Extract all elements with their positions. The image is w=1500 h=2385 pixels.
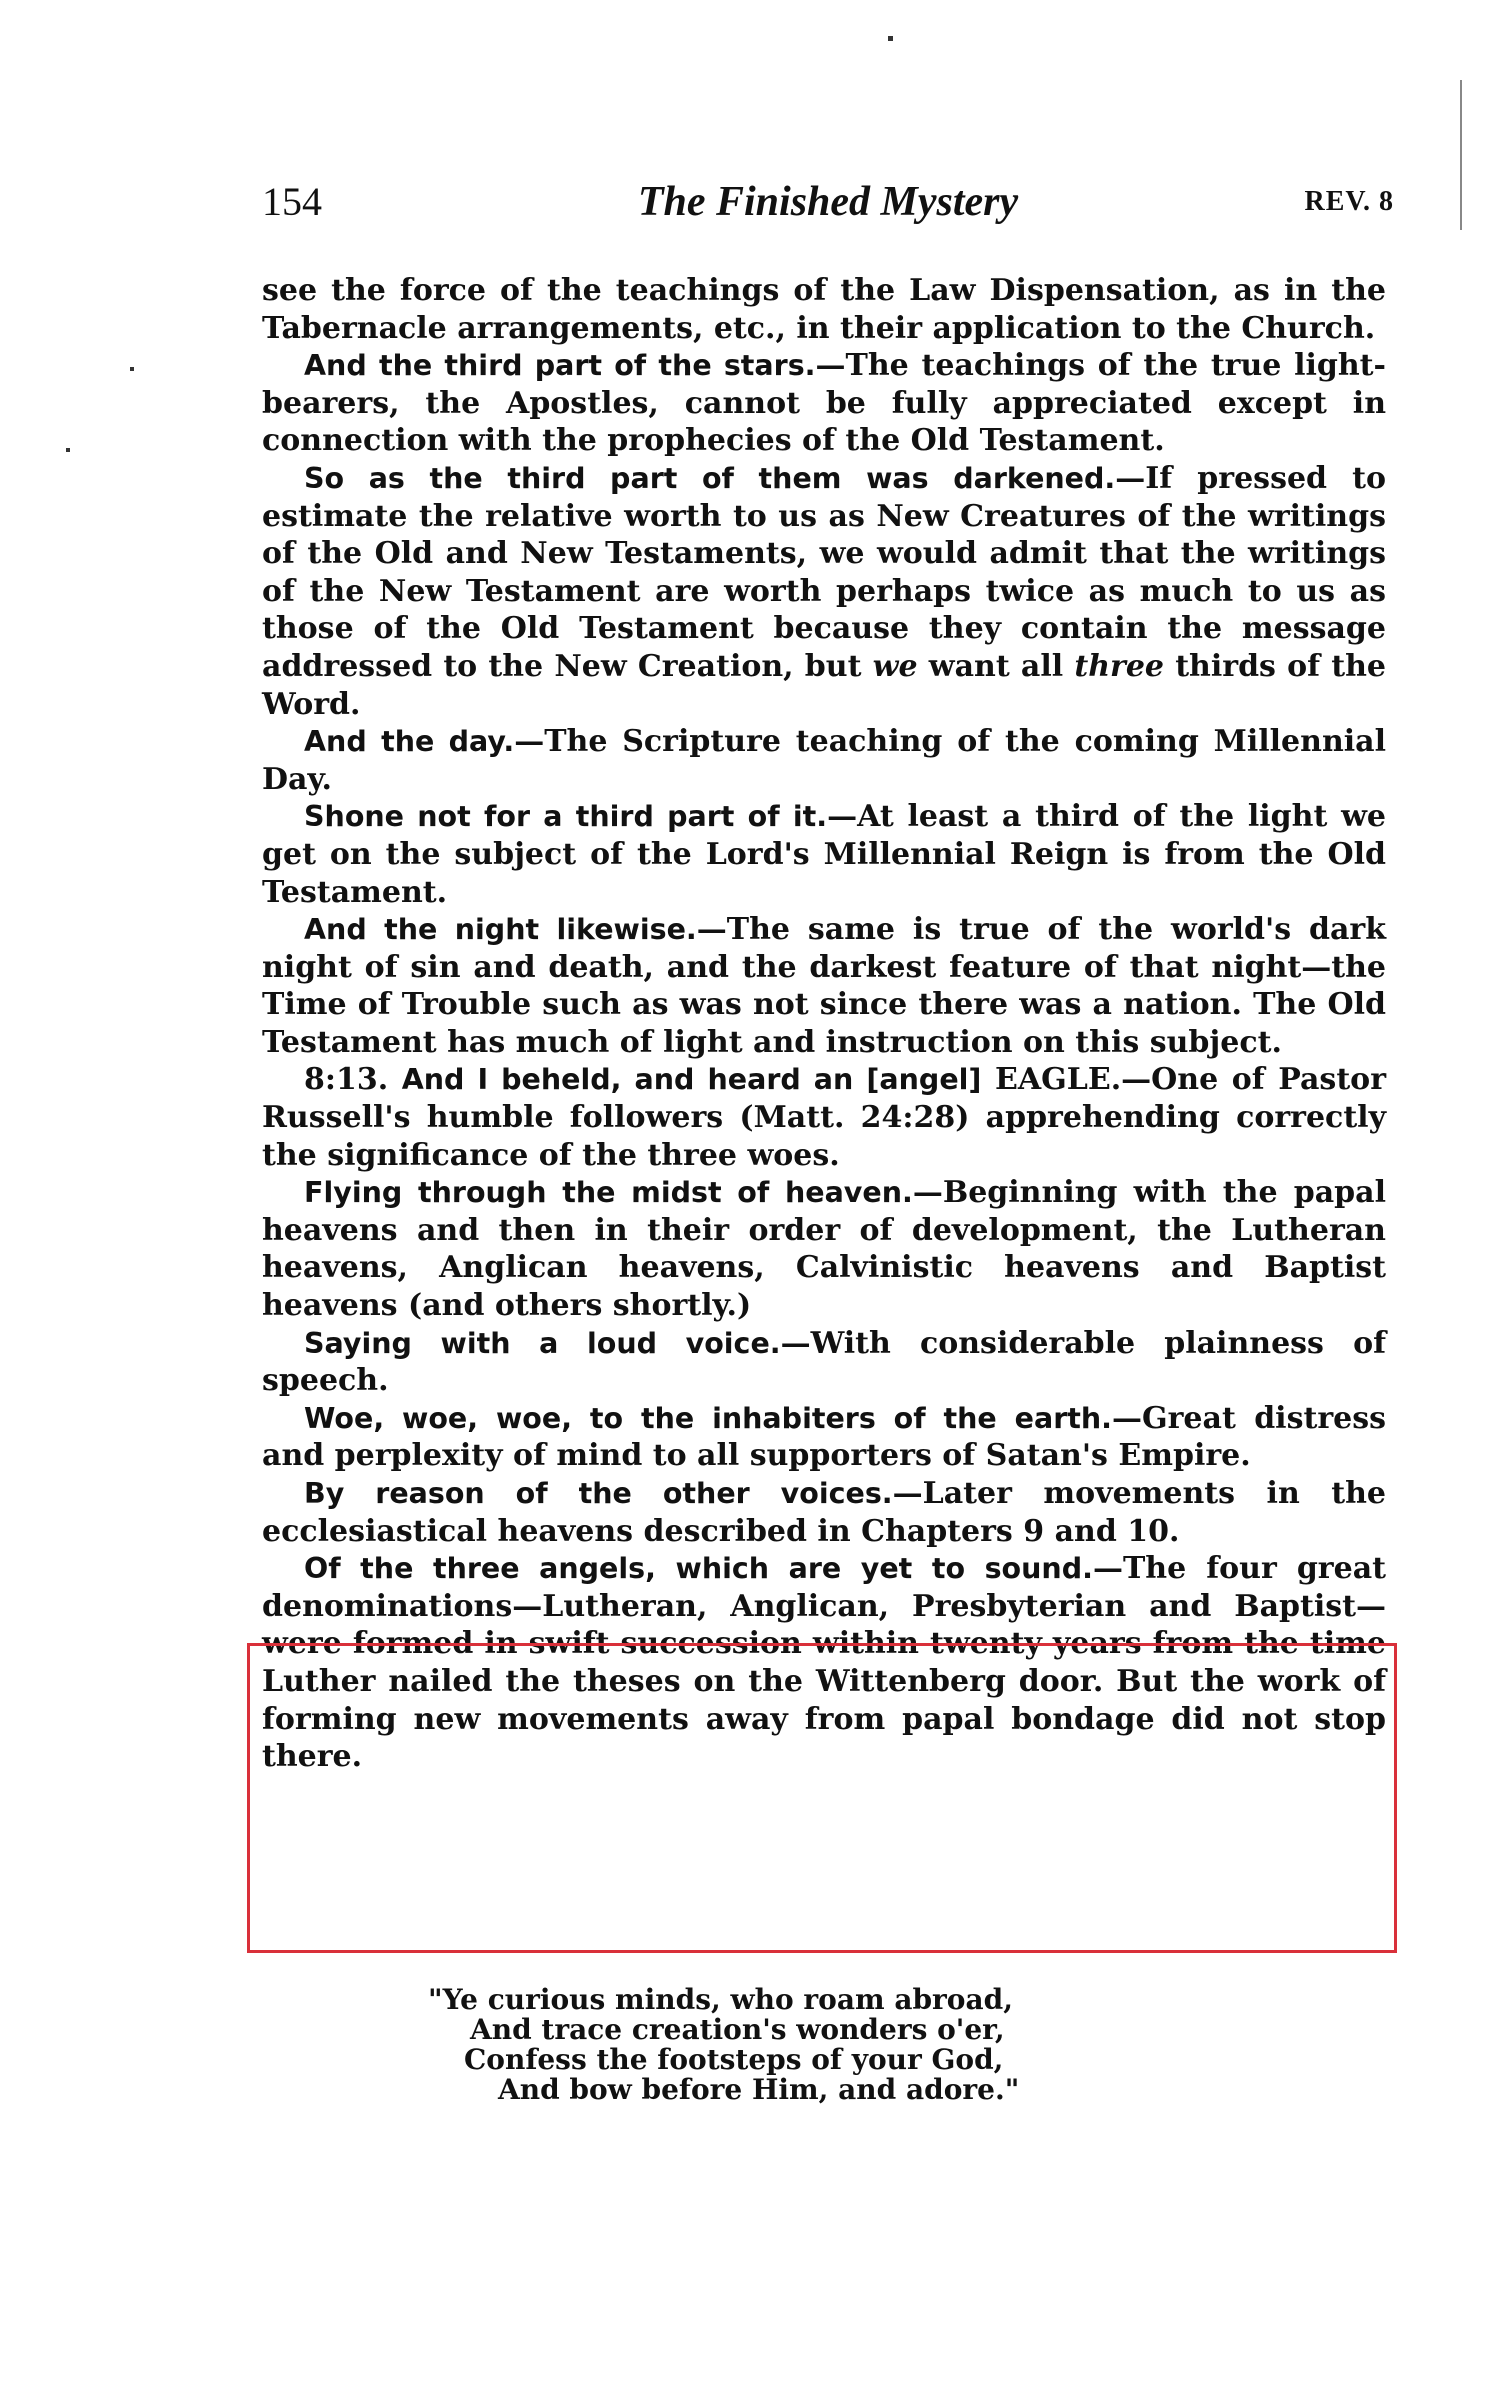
paragraph-text: —The Scripture teaching of the coming Millennial Day. [262, 724, 1386, 797]
lemma: By reason of the other voices. [304, 1477, 893, 1510]
lemma: So as the third part of them was darkened. [304, 461, 1116, 495]
paragraph-highlighted [262, 1475, 1386, 1550]
poem-line: And bow before Him, and adore." [498, 2073, 1020, 2106]
paragraph-text: thirds of the Word. [262, 648, 1387, 722]
paragraph [262, 1400, 1386, 1475]
paragraph [262, 798, 1386, 911]
running-title: The Finished Mystery [637, 179, 1019, 225]
page-body [262, 272, 1386, 1776]
poem-line: "Ye curious minds, who roam abroad, [428, 1983, 1013, 2016]
emphasis-text: three [1074, 648, 1164, 684]
paragraph [262, 347, 1386, 460]
paragraph [262, 1325, 1386, 1400]
paragraph-text: EAGLE.—One of Pastor Russell's humble followers (Matt. 24:28) apprehending correctly the significance of the three woes. [262, 1062, 1386, 1173]
scan-speck [888, 36, 893, 41]
paragraph-verse-8-13 [262, 1061, 1386, 1174]
paragraph-text: —Great distress and perplexity of mind to all supporters of Satan's Empire. [262, 1400, 1386, 1474]
paragraph [262, 460, 1386, 723]
chapter-reference: REV. 8 [1304, 186, 1394, 217]
page-number: 154 [262, 179, 322, 224]
poem-line: Confess the footsteps of your God, [464, 2043, 1004, 2076]
paragraph [262, 723, 1386, 798]
paragraph-text: want all [917, 648, 1075, 684]
paragraph-text: see the force of the teachings of the Law Dispensation, as in the Tabernacle arrangements, etc., in their application to the Church. [262, 273, 1386, 346]
lemma: Shone not for a third part of it. [304, 800, 828, 834]
paragraph-text: —The same is true of the world's dark night of sin and death, and the darkest feature of that night—the Time of Trouble such as was not since there was a nation. The Old Testament has much of light and instruction on this subject. [262, 912, 1386, 1060]
lemma: And the third part of the stars. [304, 349, 816, 383]
scan-speck [130, 367, 134, 371]
highlight-box [247, 1643, 1397, 1953]
scan-speck [66, 448, 70, 452]
poem-line: And trace creation's wonders o'er, [470, 2013, 1005, 2046]
paragraph [262, 1174, 1386, 1324]
paragraph-text: —If pressed to estimate the relative worth to us as New Creatures of the writings of the Old and New Testaments, we would admit that the writings of the New Testament are worth perhaps twice as much to us as those of the Old Testament because they contain the message addressed to the New Creation, but [262, 460, 1386, 684]
verse-number: 8:13. [304, 1062, 389, 1098]
lemma: Flying through the midst of heaven. [304, 1176, 913, 1210]
paragraph-text: —Later movements in the ecclesiastical heavens described in Chapters 9 and 10. [262, 1476, 1386, 1549]
lemma: And the day. [304, 725, 515, 759]
paragraph-text: —Beginning with the papal heavens and then in their order of development, the Lutheran heavens, Anglican heavens, Calvinistic heavens and Baptist heavens (and others shortly.) [262, 1175, 1386, 1324]
lemma: Woe, woe, woe, to the inhabiters of the earth. [304, 1401, 1112, 1435]
page-header [262, 178, 1394, 238]
emphasis-text: we [872, 648, 918, 684]
scan-speck [1460, 80, 1462, 230]
paragraph-text: —At least a third of the light we get on the subject of the Lord's Millennial Reign is from the Old Testament. [262, 799, 1386, 910]
lemma: And I beheld, and heard an [angel] [401, 1063, 982, 1097]
paragraph-text: —The four great denominations—Lutheran, Anglican, Presbyterian and Baptist—were formed in swift succession within twenty years from the time Luther nailed the theses on the Wittenberg door. But the work of forming new movements away from papal bondage did not stop there. [262, 1551, 1386, 1775]
paragraph-text: —The teachings of the true light-bearers, the Apostles, cannot be fully appreciated except in connection with the prophecies of the Old Testament. [262, 348, 1386, 459]
poem-quotation [428, 1985, 1148, 2105]
paragraph-continuation [262, 272, 1386, 347]
lemma: Saying with a loud voice. [304, 1326, 781, 1360]
paragraph [262, 911, 1386, 1061]
lemma: Of the three angels, which are yet to sound. [304, 1552, 1093, 1586]
lemma: And the night likewise. [304, 913, 697, 947]
paragraph-text: —With considerable plainness of speech. [262, 1325, 1386, 1399]
